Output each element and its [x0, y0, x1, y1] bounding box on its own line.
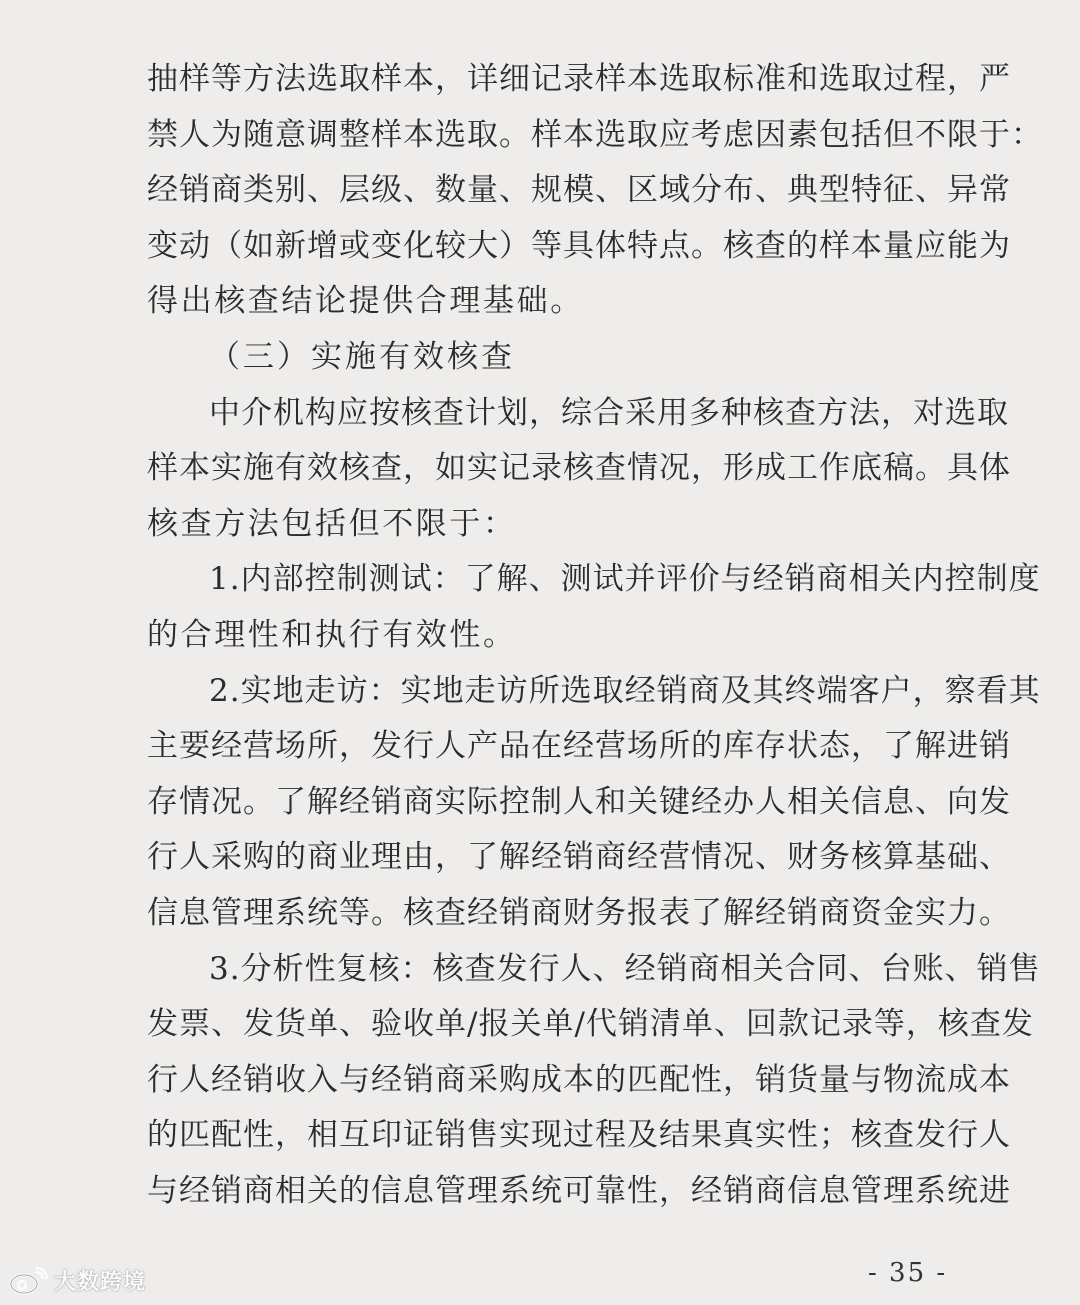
page-number: - 35 - — [868, 1258, 948, 1288]
text-line: 主要经营场所，发行人产品在经营场所的库存状态，了解进销 — [147, 728, 1011, 765]
document-body — [147, 52, 1043, 1219]
text-line: 得出核查结论提供合理基础。 — [147, 283, 584, 320]
text-line: 的合理性和执行有效性。 — [147, 616, 517, 653]
watermark — [8, 1265, 146, 1296]
text-line: 的匹配性，相互印证销售实现过程及结果真实性；核查发行人 — [147, 1117, 1011, 1154]
text-line: 存情况。了解经销商实际控制人和关键经办人相关信息、向发 — [147, 783, 1011, 820]
text-line: （三）实施有效核查 — [209, 338, 515, 375]
watermark-text: 大数跨境 — [54, 1270, 147, 1295]
text-line: 行人经销收入与经销商采购成本的匹配性，销货量与物流成本 — [147, 1061, 1011, 1098]
text-line: 经销商类别、层级、数量、规模、区域分布、典型特征、异常 — [147, 172, 1011, 209]
text-line: 抽样等方法选取样本，详细记录样本选取标准和选取过程，严 — [147, 61, 1011, 97]
text-line: 核查方法包括但不限于： — [147, 505, 517, 542]
text-line: 样本实施有效核查，如实记录核查情况，形成工作底稿。具体 — [147, 450, 1011, 487]
text-line: 禁人为随意调整样本选取。样本选取应考虑因素包括但不限于： — [147, 116, 1043, 153]
text-line: 中介机构应按核查计划，综合采用多种核查方法，对选取 — [209, 394, 1009, 431]
text-line: 2.实地走访：实地走访所选取经销商及其终端客户，察看其 — [209, 672, 1041, 709]
text-line: 变动（如新增或变化较大）等具体特点。核查的样本量应能为 — [147, 227, 1011, 264]
text-line: 发票、发货单、验收单/报关单/代销清单、回款记录等，核查发 — [147, 1006, 1034, 1043]
text-line: 1.内部控制测试：了解、测试并评价与经销商相关内控制度 — [209, 561, 1041, 598]
text-line: 信息管理系统等。核查经销商财务报表了解经销商资金实力。 — [147, 894, 1011, 931]
weibo-logo-icon — [8, 1266, 48, 1296]
text-line: 3.分析性复核：核查发行人、经销商相关合同、台账、销售 — [209, 950, 1041, 987]
text-line: 与经销商相关的信息管理系统可靠性，经销商信息管理系统进 — [147, 1172, 1011, 1209]
text-line: 行人采购的商业理由，了解经销商经营情况、财务核算基础、 — [147, 839, 1011, 876]
